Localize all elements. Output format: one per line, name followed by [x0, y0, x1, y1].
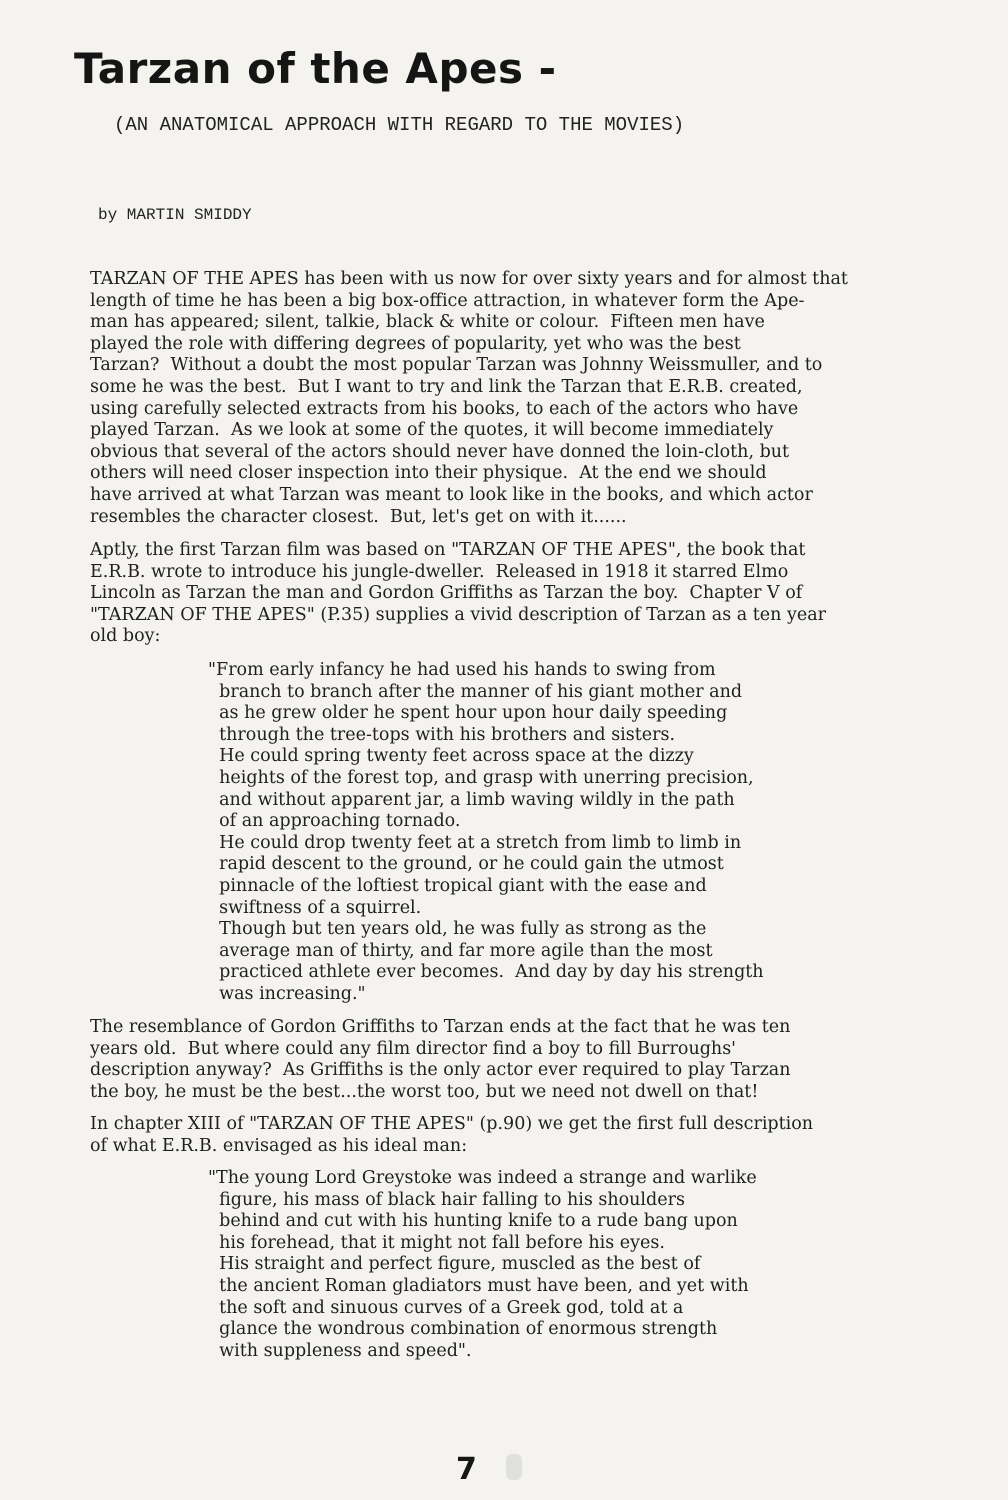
bleed-through-mark	[506, 1454, 522, 1480]
article-subtitle: (AN ANATOMICAL APPROACH WITH REGARD TO THE MOVIES)	[114, 114, 685, 136]
body-paragraph-first-film: Aptly, the first Tarzan film was based on "TARZAN OF THE APES", the book that E.R.B. wrote to introduce his jungle-dweller. Released in 1918 it starred Elmo Lincoln as Tarzan the man and Gordon Griffiths as Tarzan the boy. Chapter V of "TARZAN OF THE APES" (P.35) supplies a vivid description of Tarzan as a ten year old boy:	[90, 540, 827, 647]
body-paragraph-griffiths: The resemblance of Gordon Griffiths to Tarzan ends at the fact that he was ten years old. But where could any film director find a boy to fill Burroughs' description anyway? As Griffiths is the only actor ever required to play Tarzan the boy, he must be the best...the worst too, but we need not dwell on that!	[90, 1017, 791, 1102]
block-quote-greystoke: "The young Lord Greystoke was indeed a strange and warlike figure, his mass of black hair falling to his shoulders behind and cut with his hunting knife to a rude bang upon his forehead, that it might not fall before his eyes. His straight and perfect figure, muscled as the best of the ancient Roman gladiators must have been, and yet with the soft and sinuous curves of a Greek god, told at a glance the wondrous combination of enormous strength with suppleness and speed".	[208, 1168, 757, 1361]
body-paragraph-intro: TARZAN OF THE APES has been with us now for over sixty years and for almost that length of time he has been a big box-office attraction, in whatever form the Ape- man has appeared; silent, talkie, black & white or colour. Fifteen men have played the role with differing degrees of popularity, yet who was the best Tarzan? Without a doubt the most popular Tarzan was Johnny Weissmuller, and to some he was the best. But I want to try and link the Tarzan that E.R.B. created, using carefully selected extracts from his books, to each of the actors who have played Tarzan. As we look at some of the quotes, it will become immediately obvious that several of the actors should never have donned the loin-cloth, but others will need closer inspection into their physique. At the end we should have arrived at what Tarzan was meant to look like in the books, and which actor resembles the character closest. But, let's get on with it......	[90, 269, 848, 527]
body-paragraph-chapter-xiii: In chapter XIII of "TARZAN OF THE APES" (p.90) we get the first full description of what E.R.B. envisaged as his ideal man:	[90, 1114, 814, 1156]
page-number: 7	[456, 1452, 477, 1487]
article-title: Tarzan of the Apes -	[74, 44, 557, 93]
block-quote-boy: "From early infancy he had used his hands to swing from branch to branch after the manner of his giant mother and as he grew older he spent hour upon hour daily speeding through the tree-tops with his brothers and sisters. He could spring twenty feet across space at the dizzy heights of the forest top, and grasp with unerring precision, and without apparent jar, a limb waving wildly in the path of an approaching tornado. He could drop twenty feet at a stretch from limb to limb in rapid descent to the ground, or he could gain the utmost pinnacle of the loftiest tropical giant with the ease and swiftness of a squirrel. Though but ten years old, he was fully as strong as the average man of thirty, and far more agile than the most practiced athlete ever becomes. And day by day his strength was increasing."	[208, 660, 764, 1004]
byline: by MARTIN SMIDDY	[98, 206, 252, 224]
